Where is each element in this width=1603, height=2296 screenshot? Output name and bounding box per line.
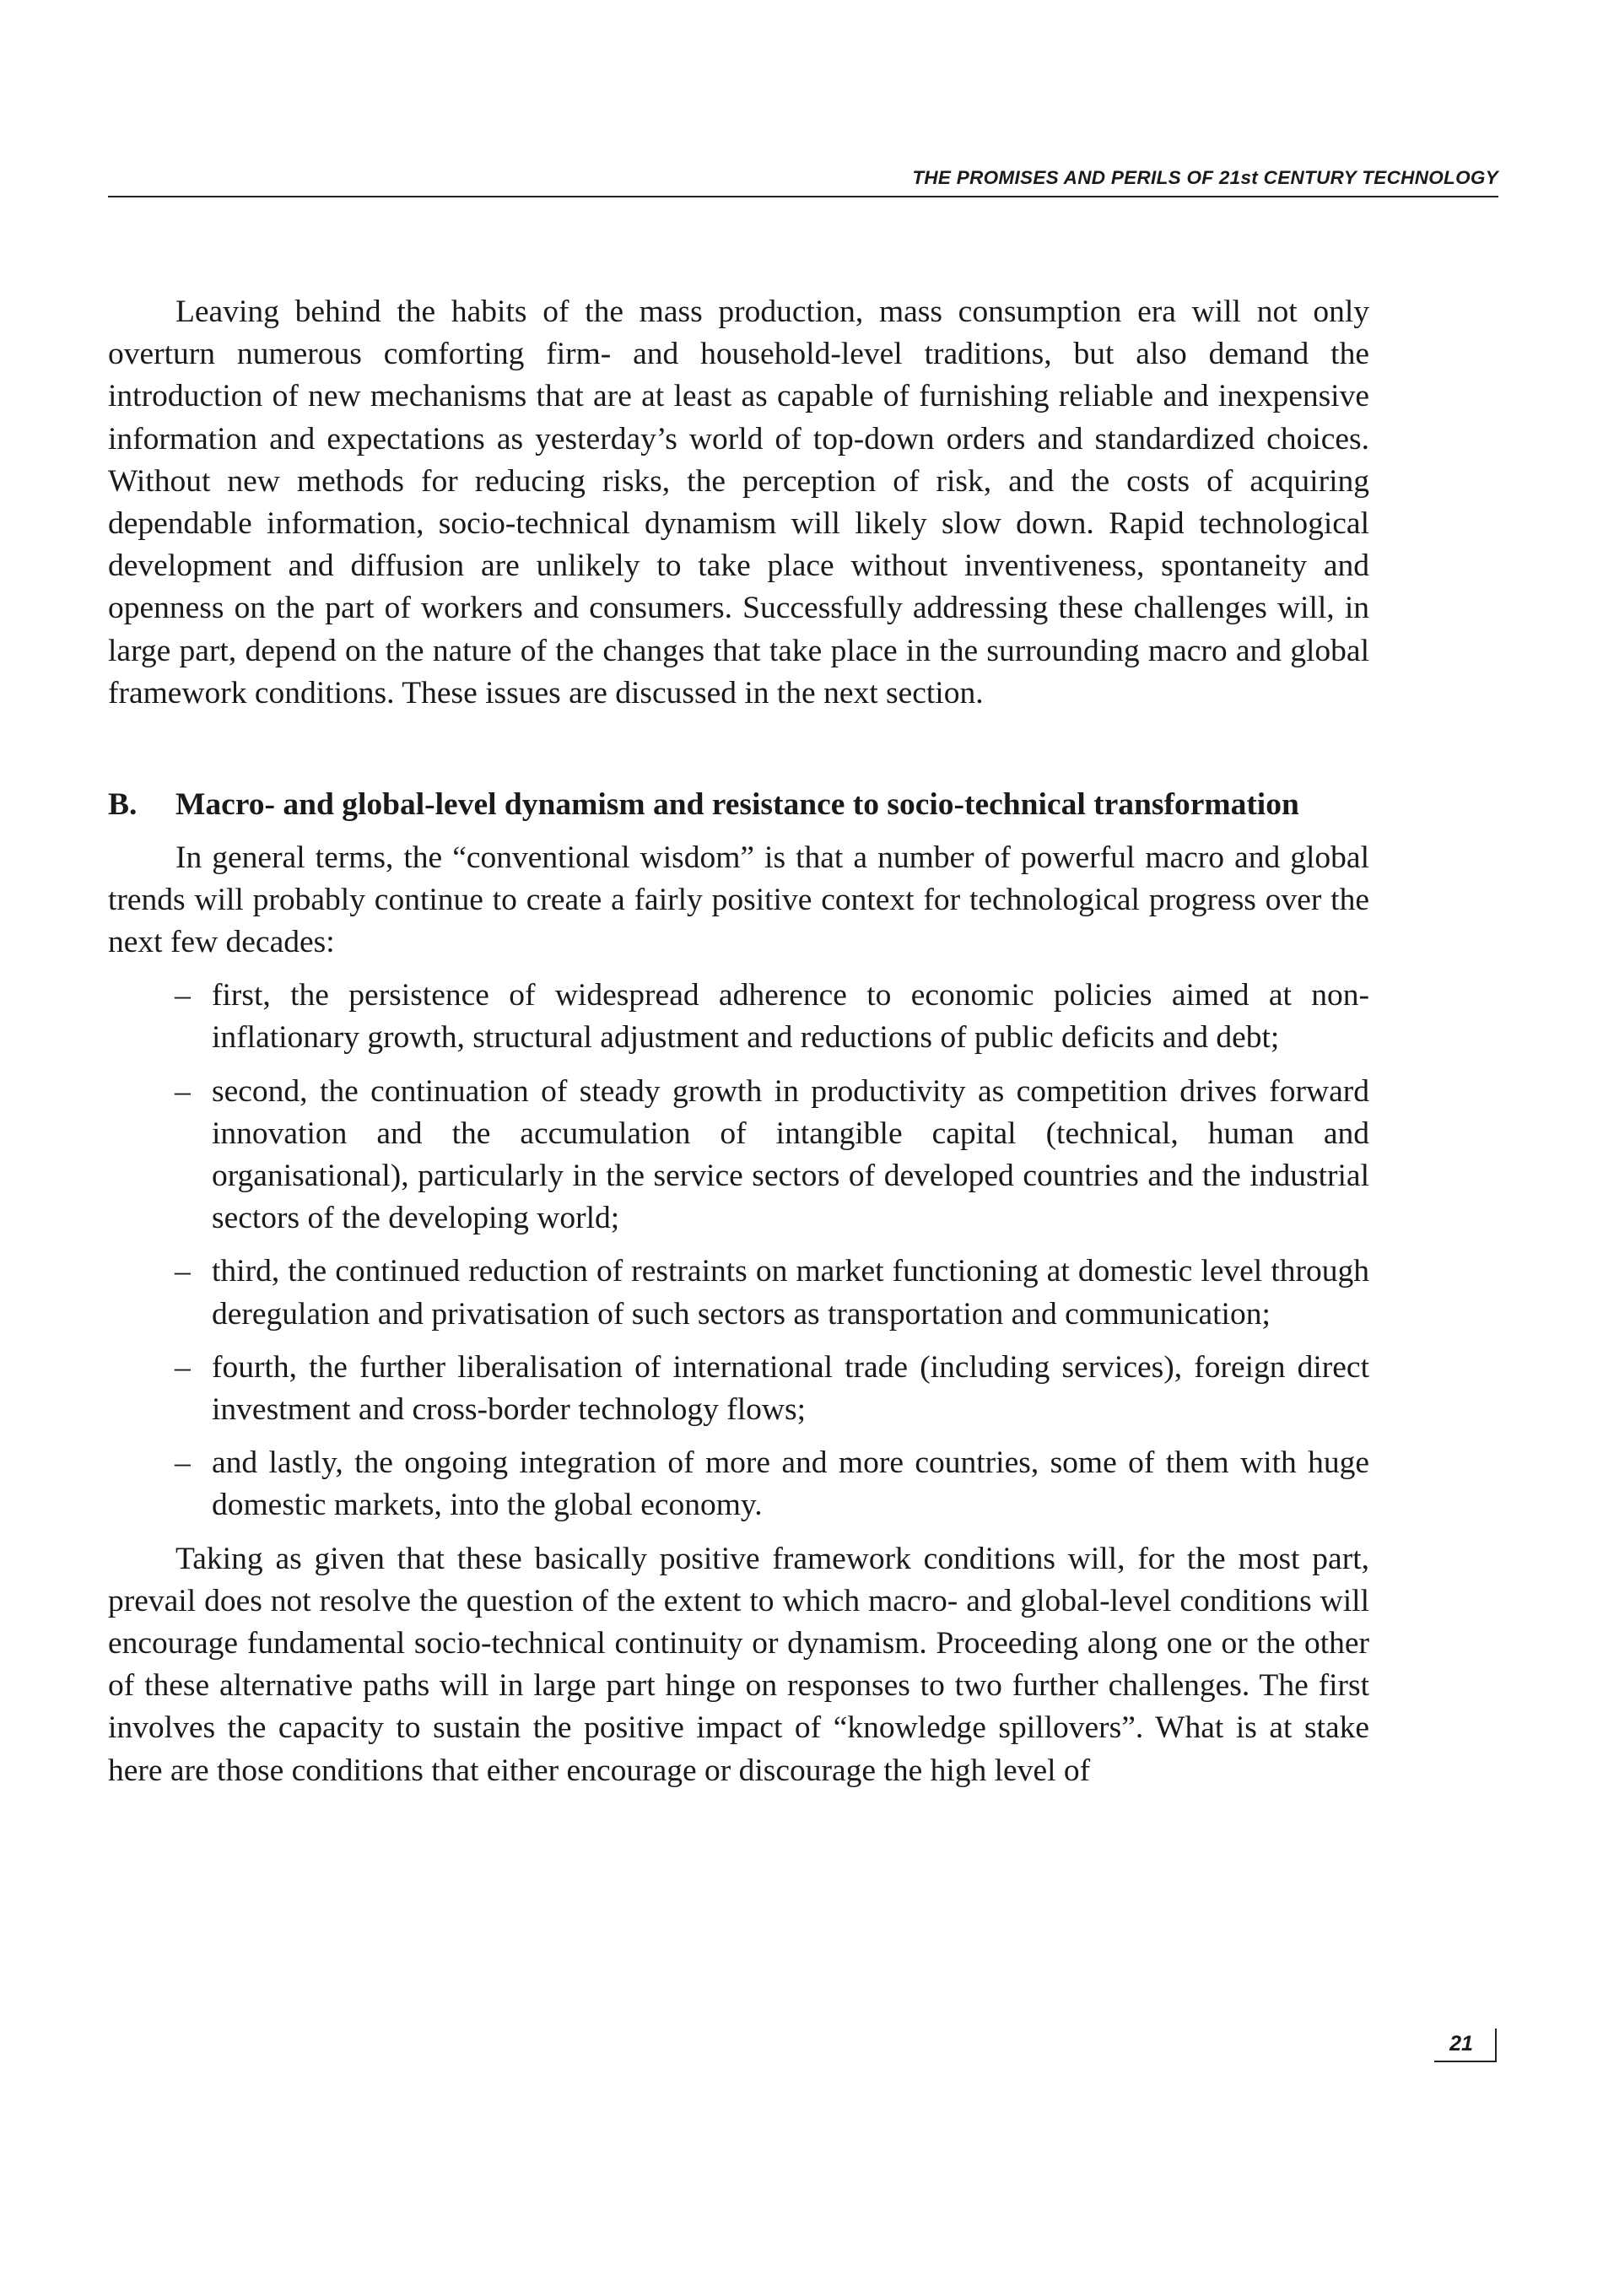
list-item-text: second, the continuation of steady growth in productivity as competition drives forward innovation and the accumulation of intangible capital (technical, human and organisational), particularly in the service sectors of developed countries and the industrial sectors of the developing world;	[212, 1073, 1369, 1236]
paragraph-framework-conditions: Taking as given that these basically positive framework conditions will, for the most part, prevail does not resolve the question of the extent to which macro- and global-level conditions will encourage fundamental socio-technical continuity or dynamism. Proceeding along one or the other of these alternative paths will in large part hinge on responses to two further challenges. The first involves the capacity to sustain the positive impact of “knowledge spillovers”. What is at stake here are those conditions that either encourage or discourage the high level of	[108, 1541, 1369, 1788]
header-rule	[108, 196, 1498, 197]
paragraph-conventional-wisdom: In general terms, the “conventional wisdom” is that a number of powerful macro and global trends will probably continue to create a fairly positive context for technological progress over the next few decades:	[108, 840, 1369, 959]
page-body	[108, 291, 1369, 1792]
section-title: Macro- and global-level dynamism and resistance to socio-technical transformation	[175, 787, 1299, 823]
list-item	[108, 1347, 1369, 1431]
list-item-text: third, the continued reduction of restraints on market functioning at domestic level through deregulation and privatisation of such sectors as transportation and communication;	[212, 1254, 1369, 1332]
list-dash: –	[175, 978, 191, 1013]
list-item-text: first, the persistence of widespread adherence to economic policies aimed at non-inflationary growth, structural adjustment and reductions of public deficits and debt;	[212, 978, 1369, 1056]
section-heading	[108, 784, 1369, 827]
list-dash: –	[175, 1349, 191, 1385]
list-dash: –	[175, 1254, 191, 1289]
list-item-text: and lastly, the ongoing integration of more and more countries, some of them with huge domestic markets, into the global economy.	[212, 1445, 1369, 1523]
section-letter: B.	[108, 787, 138, 823]
list-item	[108, 975, 1369, 1059]
list-item	[108, 1251, 1369, 1335]
list-item	[108, 1442, 1369, 1526]
list-item-text: fourth, the further liberalisation of international trade (including services), foreign direct investment and cross-border technology flows;	[212, 1349, 1369, 1427]
paragraph-mass-production: Leaving behind the habits of the mass production, mass consumption era will not only overturn numerous comforting firm- and household-level traditions, but also demand the introduction of new mechanisms that are at least as capable of furnishing reliable and inexpensive information and expectations as yesterday’s world of top-down orders and standardized choices. Without new methods for reducing risks, the perception of risk, and the costs of acquiring dependable information, socio-technical dynamism will likely slow down. Rapid technological development and diffusion are unlikely to take place without inventiveness, spontaneity and openness on the part of workers and consumers. Successfully addressing these challenges will, in large part, depend on the nature of the changes that take place in the surrounding macro and global framework conditions. These issues are discussed in the next section.	[108, 294, 1369, 710]
page-number: 21	[1434, 2029, 1497, 2062]
list-dash: –	[175, 1445, 191, 1481]
running-header-title: THE PROMISES AND PERILS OF 21st CENTURY TECHNOLOGY	[912, 167, 1498, 188]
list-dash: –	[175, 1073, 191, 1109]
trends-list	[108, 975, 1369, 1526]
list-item	[108, 1071, 1369, 1240]
